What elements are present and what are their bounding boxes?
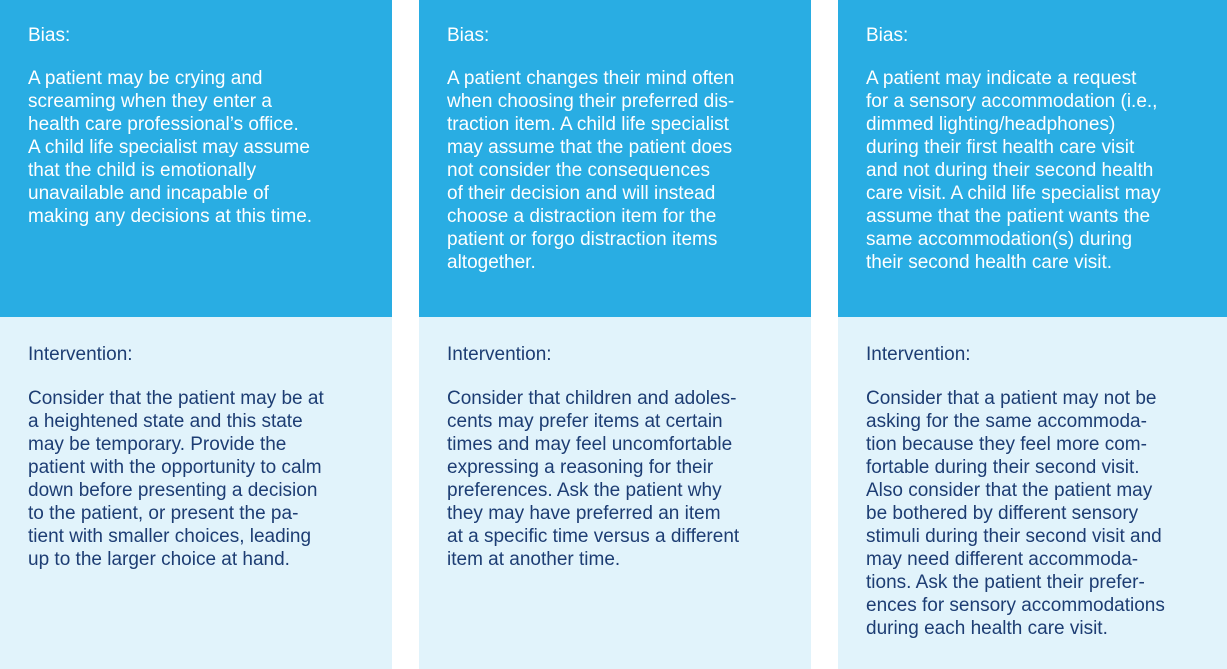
text-line: care visit. A child life specialist may bbox=[866, 183, 1161, 204]
intervention-panel bbox=[838, 317, 1227, 669]
text-line: and not during their second health bbox=[866, 160, 1154, 181]
intervention-text bbox=[447, 387, 739, 571]
text-line: up to the larger choice at hand. bbox=[28, 549, 290, 570]
text-line: Also consider that the patient may bbox=[866, 480, 1153, 501]
text-line: for a sensory accommodation (i.e., bbox=[866, 91, 1158, 112]
text-line: their second health care visit. bbox=[866, 252, 1113, 273]
text-line: they may have preferred an item bbox=[447, 503, 721, 524]
text-line: asking for the same accommoda- bbox=[866, 411, 1147, 432]
text-line: Consider that the patient may be at bbox=[28, 388, 324, 409]
text-line: when choosing their preferred dis- bbox=[447, 91, 735, 112]
text-line: tions. Ask the patient their prefer- bbox=[866, 572, 1145, 593]
intervention-panel bbox=[419, 317, 811, 669]
text-line: dimmed lighting/headphones) bbox=[866, 114, 1116, 135]
text-line: may be temporary. Provide the bbox=[28, 434, 287, 455]
text-line: Consider that children and adoles- bbox=[447, 388, 737, 409]
text-line: A patient changes their mind often bbox=[447, 68, 735, 89]
text-line: may assume that the patient does bbox=[447, 137, 733, 158]
column-3 bbox=[838, 0, 1227, 669]
text-line: A patient may be crying and bbox=[28, 68, 263, 89]
bias-text bbox=[28, 67, 312, 228]
text-line: times and may feel uncomfortable bbox=[447, 434, 733, 455]
text-line: preferences. Ask the patient why bbox=[447, 480, 722, 501]
text-line: making any decisions at this time. bbox=[28, 206, 313, 227]
text-line: unavailable and incapable of bbox=[28, 183, 269, 204]
text-line: of their decision and will instead bbox=[447, 183, 716, 204]
column-1 bbox=[0, 0, 392, 669]
bias-panel bbox=[838, 0, 1227, 317]
text-line: same accommodation(s) during bbox=[866, 229, 1133, 250]
text-line: tion because they feel more com- bbox=[866, 434, 1147, 455]
intervention-text bbox=[866, 387, 1165, 640]
text-line: traction item. A child life specialist bbox=[447, 114, 729, 135]
text-line: altogether. bbox=[447, 252, 536, 273]
bias-text bbox=[866, 67, 1161, 274]
text-line: not consider the consequences bbox=[447, 160, 711, 181]
text-line: fortable during their second visit. bbox=[866, 457, 1140, 478]
bias-heading: Bias: bbox=[447, 25, 490, 46]
text-line: A patient may indicate a request bbox=[866, 68, 1137, 89]
text-line: item at another time. bbox=[447, 549, 621, 570]
bias-heading: Bias: bbox=[866, 25, 909, 46]
intervention-heading: Intervention: bbox=[28, 344, 133, 365]
text-line: Consider that a patient may not be bbox=[866, 388, 1157, 409]
bias-panel bbox=[419, 0, 811, 317]
text-line: be bothered by different sensory bbox=[866, 503, 1139, 524]
text-line: A child life specialist may assume bbox=[28, 137, 310, 158]
column-2 bbox=[419, 0, 811, 669]
text-line: expressing a reasoning for their bbox=[447, 457, 714, 478]
bias-panel bbox=[0, 0, 392, 317]
intervention-heading: Intervention: bbox=[866, 344, 971, 365]
text-line: health care professional’s office. bbox=[28, 114, 299, 135]
intervention-heading: Intervention: bbox=[447, 344, 552, 365]
text-line: ences for sensory accommodations bbox=[866, 595, 1165, 616]
text-line: a heightened state and this state bbox=[28, 411, 303, 432]
bias-heading: Bias: bbox=[28, 25, 71, 46]
text-line: at a specific time versus a different bbox=[447, 526, 740, 547]
text-line: cents may prefer items at certain bbox=[447, 411, 723, 432]
text-line: tient with smaller choices, leading bbox=[28, 526, 312, 547]
text-line: assume that the patient wants the bbox=[866, 206, 1151, 227]
text-line: that the child is emotionally bbox=[28, 160, 257, 181]
text-line: down before presenting a decision bbox=[28, 480, 318, 501]
text-line: patient or forgo distraction items bbox=[447, 229, 718, 250]
text-line: choose a distraction item for the bbox=[447, 206, 717, 227]
text-line: screaming when they enter a bbox=[28, 91, 272, 112]
text-line: stimuli during their second visit and bbox=[866, 526, 1162, 547]
text-line: during their first health care visit bbox=[866, 137, 1135, 158]
intervention-text bbox=[28, 387, 324, 571]
text-line: patient with the opportunity to calm bbox=[28, 457, 322, 478]
intervention-panel bbox=[0, 317, 392, 669]
text-line: may need different accommoda- bbox=[866, 549, 1139, 570]
text-line: to the patient, or present the pa- bbox=[28, 503, 299, 524]
bias-text bbox=[447, 67, 734, 274]
text-line: during each health care visit. bbox=[866, 618, 1108, 639]
